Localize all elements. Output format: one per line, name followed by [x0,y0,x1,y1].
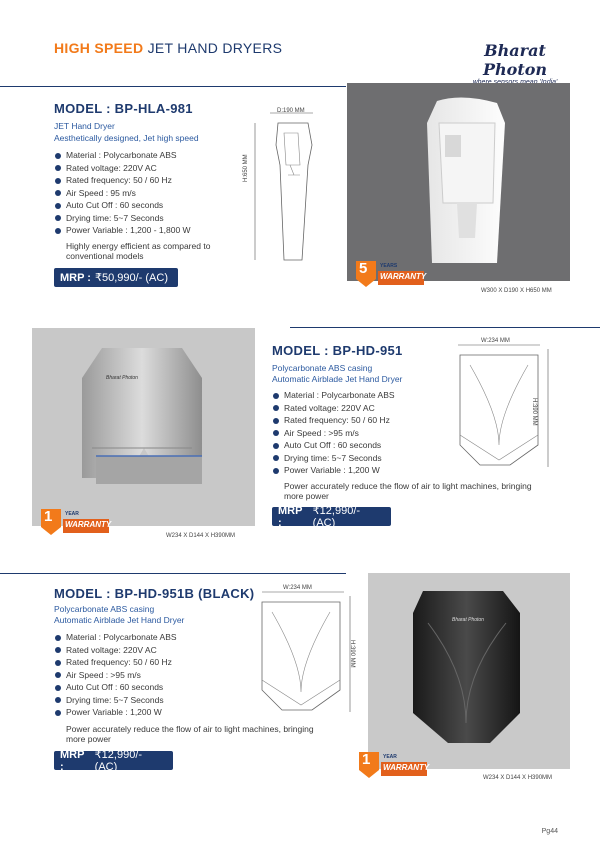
spec-item: Rated frequency: 50 / 60 Hz [54,174,191,187]
spec-item: Material : Polycarbonate ABS [54,631,177,644]
product-1-photo [347,83,570,281]
spec-item: Drying time: 5~7 Seconds [272,452,395,465]
brand-logo [455,41,575,86]
product-3-drawing [250,580,360,720]
product-2-mrp [272,504,391,529]
warranty-3-label: WARRANTY [383,763,430,772]
product-2-note: Power accurately reduce the flow of air to light machines, bringing more power [284,481,532,501]
product-2-model: MODEL : BP-HD-951 [272,343,403,358]
product-2-photo [32,328,255,526]
spec-item: Auto Cut Off : 60 seconds [272,439,395,452]
spec-item: Material : Polycarbonate ABS [54,149,191,162]
product-2-dim-height: H:390 MM [531,398,537,426]
black-dryer-image [368,573,570,769]
product-1-dim-width: D:190 MM [277,108,305,114]
mrp-value: ₹12,990/- (AC) [312,505,361,529]
spec-item: Air Speed : 95 m/s [54,187,191,200]
product-3-model: MODEL : BP-HD-951B (BLACK) [54,586,255,601]
warranty-3-years-label: YEAR [383,754,397,760]
product-3-mrp [54,748,173,773]
warranty-1-label: WARRANTY [380,272,427,281]
divider-2 [290,327,600,328]
product-2-sub2: Automatic Airblade Jet Hand Dryer [272,374,403,384]
silver-dryer-image [32,328,255,526]
spec-item: Air Speed : >95 m/s [272,427,395,440]
spec-item: Rated voltage: 220V AC [54,162,191,175]
product-1-sub1: JET Hand Dryer [54,121,115,131]
spec-item: Rated voltage: 220V AC [272,402,395,415]
spec-item: Rated frequency: 50 / 60 Hz [54,656,177,669]
spec-item: Air Speed : >95 m/s [54,669,177,682]
product-3-dim-height: H:390 MM [349,640,355,668]
spec-item: Drying time: 5~7 Seconds [54,694,177,707]
product-2-logo: Bharat Photon [106,375,138,381]
mrp-value: ₹12,990/- (AC) [94,749,143,773]
product-3-sub2: Automatic Airblade Jet Hand Dryer [54,615,185,625]
product-2-size: W234 X D144 X H390MM [166,533,236,539]
product-1-sub2: Aesthetically designed, Jet high speed [54,133,199,143]
warranty-1-years-label: YEARS [380,263,398,269]
warranty-2-years: 1 [44,508,53,525]
product-1-specs [54,149,191,237]
spec-item: Power Variable : 1,200 W [54,706,177,719]
mrp-label: MRP : [60,748,85,773]
spec-item: Auto Cut Off : 60 seconds [54,199,191,212]
product-2-specs [272,389,395,477]
warranty-1-years: 5 [359,260,368,277]
product-3-photo [368,573,570,769]
warranty-3-years: 1 [362,751,371,768]
title-rest: JET HAND DRYERS [147,40,283,56]
product-1-note: Highly energy efficient as compared to conventional models [66,241,211,261]
product-1-model: MODEL : BP-HLA-981 [54,101,193,116]
mrp-label: MRP : [278,504,303,529]
title-highlight: HIGH SPEED [54,40,144,56]
product-1-mrp [54,268,178,287]
product-3-dim-width: W:234 MM [283,585,312,591]
spec-item: Drying time: 5~7 Seconds [54,212,191,225]
product-1-drawing [250,105,330,265]
brand-name: Bharat Photon [482,41,548,79]
spec-item: Auto Cut Off : 60 seconds [54,681,177,694]
white-dryer-image [347,83,570,281]
mrp-value: ₹50,990/- (AC) [94,272,168,284]
product-2-dim-width: W:234 MM [481,338,510,344]
mrp-label: MRP : [60,271,91,284]
spec-item: Power Variable : 1,200 - 1,800 W [54,224,191,237]
page-title [54,40,282,56]
divider-1 [0,86,346,87]
product-3-sub1: Polycarbonate ABS casing [54,604,155,614]
product-2-sub1: Polycarbonate ABS casing [272,363,373,373]
divider-3 [0,573,346,574]
product-3-note: Power accurately reduce the flow of air to light machines, bringing more power [66,724,314,744]
product-2-drawing [450,335,560,475]
spec-item: Rated frequency: 50 / 60 Hz [272,414,395,427]
spec-item: Material : Polycarbonate ABS [272,389,395,402]
product-3-specs [54,631,177,719]
warranty-2-label: WARRANTY [65,520,112,529]
product-1-dim-height: H:650 MM [243,154,249,182]
product-3-size: W234 X D144 X H390MM [483,775,553,781]
page-number: Pg44 [541,828,558,835]
spec-item: Power Variable : 1,200 W [272,464,395,477]
product-1-size: W300 X D190 X H650 MM [481,288,552,294]
warranty-2-years-label: YEAR [65,511,79,517]
spec-item: Rated voltage: 220V AC [54,644,177,657]
product-3-logo: Bharat Photon [452,617,484,623]
